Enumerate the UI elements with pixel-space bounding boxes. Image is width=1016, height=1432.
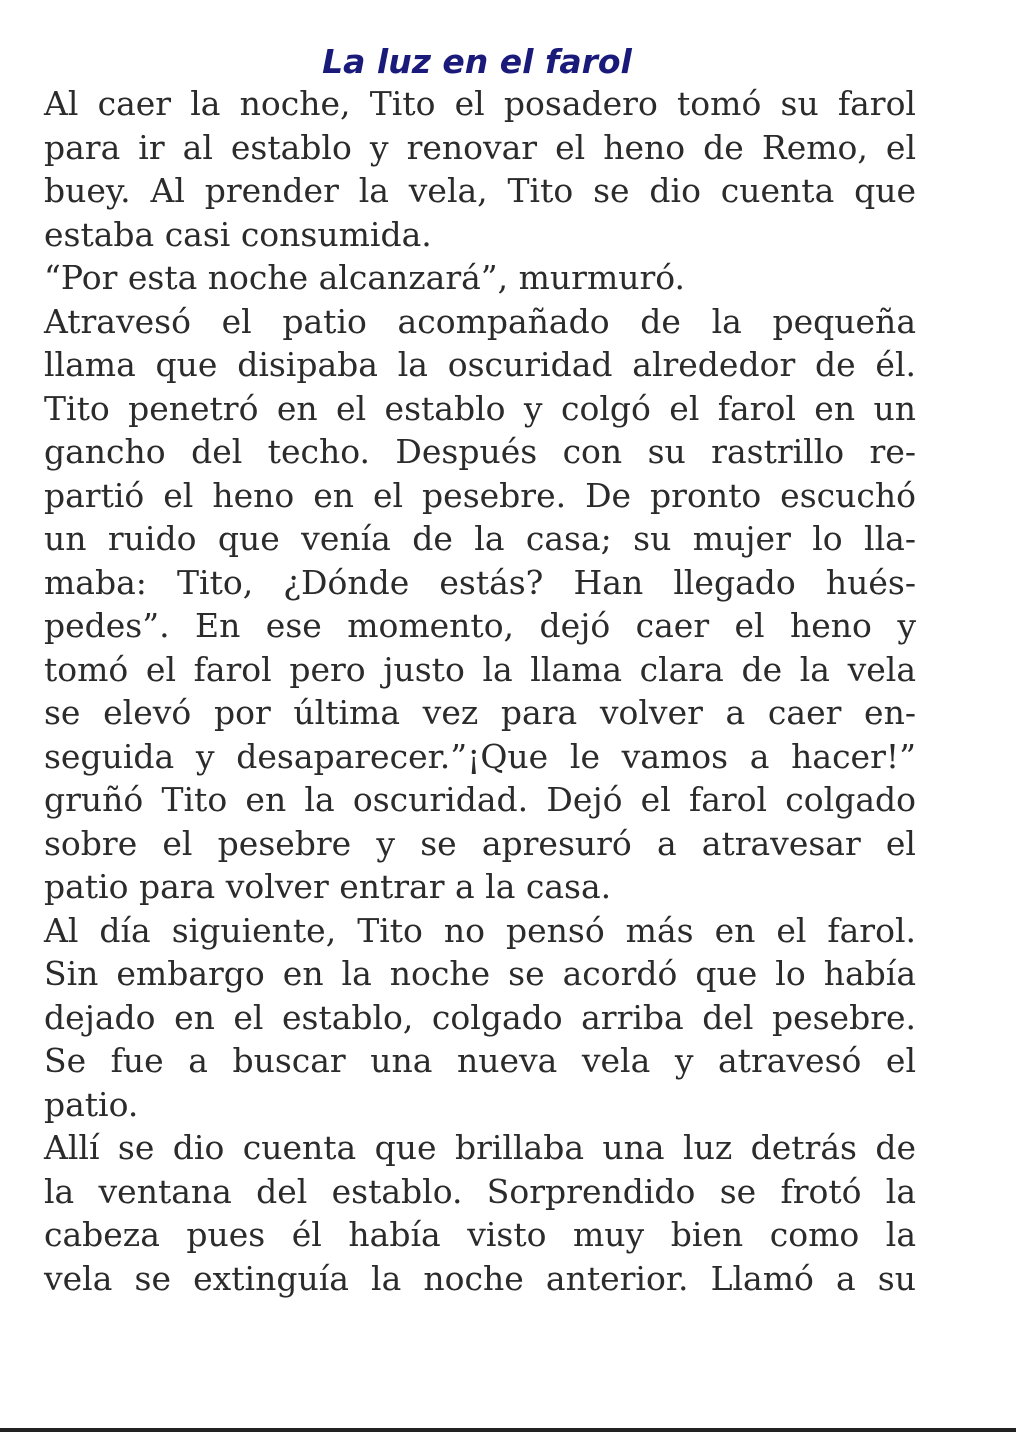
text-line: sobre el pesebre y se apresuró a atravesar el [44, 823, 916, 863]
text-line: se elevó por última vez para volver a caer en- [44, 693, 916, 732]
text-line: patio para volver entrar a la casa. [44, 867, 612, 906]
text-line: gruñó Tito en la oscuridad. Dejó el farol colgado [44, 780, 916, 819]
text-line: Allí se dio cuenta que brillaba una luz detrás de [44, 1128, 916, 1167]
text-line: tomó el farol pero justo la llama clara de la vela [44, 649, 916, 689]
text-line: un ruido que venía de la casa; su mujer lo lla- [44, 519, 916, 558]
text-line: cabeza pues él había visto muy bien como la [44, 1215, 916, 1254]
document-title: La luz en el farol [322, 42, 632, 81]
text-line: para ir al establo y renovar el heno de Remo, el [44, 127, 916, 167]
text-line: vela se extinguía la noche anterior. Llamó a su [44, 1258, 916, 1298]
text-line: Atravesó el patio acompañado de la pequeña [44, 301, 916, 341]
text-line: patio. [44, 1084, 139, 1124]
text-line: Sin embargo en la noche se acordó que lo había [44, 954, 916, 993]
text-line: estaba casi consumida. [44, 214, 432, 254]
text-line: partió el heno en el pesebre. De pronto escuchó [44, 475, 916, 515]
text-line: Al día siguiente, Tito no pensó más en el farol. [44, 910, 916, 950]
text-line: maba: Tito, ¿Dónde estás? Han llegado hués- [44, 562, 916, 602]
text-line: “Por esta noche alcanzará”, murmuró. [44, 258, 686, 297]
text-line: llama que disipaba la oscuridad alrededor de él. [44, 345, 916, 384]
text-line: Se fue a buscar una nueva vela y atravesó el [44, 1041, 916, 1080]
document-body [44, 82, 916, 1300]
text-line: Al caer la noche, Tito el posadero tomó su farol [44, 84, 916, 123]
text-line: buey. Al prender la vela, Tito se dio cuenta que [44, 171, 916, 210]
text-line: dejado en el establo, colgado arriba del pesebre. [44, 997, 916, 1037]
text-line: gancho del techo. Después con su rastrillo re- [44, 432, 916, 471]
text-line: la ventana del establo. Sorprendido se frotó la [44, 1171, 916, 1211]
text-line: Tito penetró en el establo y colgó el farol en un [44, 388, 916, 428]
text-line: seguida y desaparecer.”¡Que le vamos a hacer!” [44, 736, 916, 776]
text-line: pedes”. En ese momento, dejó caer el heno y [44, 606, 916, 645]
